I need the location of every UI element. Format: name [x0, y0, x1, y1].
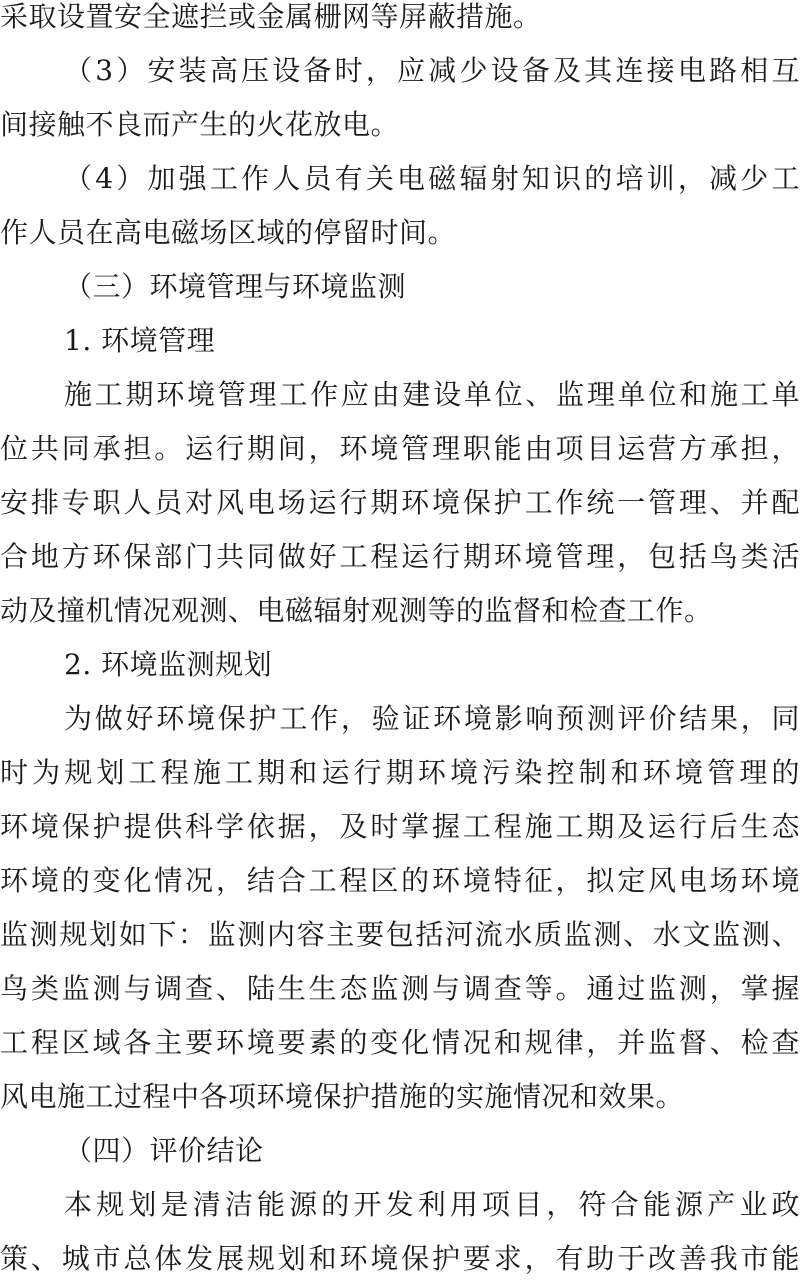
subsection-heading: 1. 环境管理 — [64, 324, 216, 357]
text-line: 作人员在高电磁场区域的停留时间。 — [0, 216, 457, 249]
text-line: （3）安装高压设备时，应减少设备及其连接电路相互 — [64, 54, 800, 87]
text-line: （4）加强工作人员有关电磁辐射知识的培训，减少工 — [64, 162, 800, 195]
text-line: 时为规划工程施工期和运行期环境污染控制和环境管理的 — [0, 756, 800, 789]
text-line: 为做好环境保护工作，验证环境影响预测评价结果，同 — [64, 702, 800, 735]
text-line: 位共同承担。运行期间，环境管理职能由项目运营方承担， — [0, 432, 800, 465]
text-line: 安排专职人员对风电场运行期环境保护工作统一管理、并配 — [0, 486, 800, 519]
text-line: 间接触不良而产生的火花放电。 — [0, 108, 400, 141]
text-line: 施工期环境管理工作应由建设单位、监理单位和施工单 — [64, 378, 800, 411]
text-line: 鸟类监测与调查、陆生生态监测与调查等。通过监测，掌握 — [0, 972, 800, 1005]
text-line: 环境的变化情况，结合工程区的环境特征，拟定风电场环境 — [0, 864, 800, 897]
text-line: 动及撞机情况观测、电磁辐射观测等的监督和检查工作。 — [0, 594, 713, 627]
section-heading: （三）环境管理与环境监测 — [64, 270, 407, 303]
section-heading: （四）评价结论 — [64, 1134, 264, 1167]
text-line: 合地方环保部门共同做好工程运行期环境管理，包括鸟类活 — [0, 540, 800, 573]
text-line: 策、城市总体发展规划和环境保护要求，有助于改善我市能 — [0, 1242, 800, 1275]
text-line: 采取设置安全遮拦或金属栅网等屏蔽措施。 — [0, 0, 542, 33]
text-line: 风电施工过程中各项环境保护措施的实施情况和效果。 — [0, 1080, 685, 1113]
text-line: 监测规划如下：监测内容主要包括河流水质监测、水文监测、 — [0, 918, 800, 951]
text-line: 工程区域各主要环境要素的变化情况和规律，并监督、检查 — [0, 1026, 800, 1059]
text-line: 环境保护提供科学依据，及时掌握工程施工期及运行后生态 — [0, 810, 800, 843]
subsection-heading: 2. 环境监测规划 — [64, 648, 273, 681]
text-line: 本规划是清洁能源的开发利用项目，符合能源产业政 — [64, 1188, 800, 1221]
